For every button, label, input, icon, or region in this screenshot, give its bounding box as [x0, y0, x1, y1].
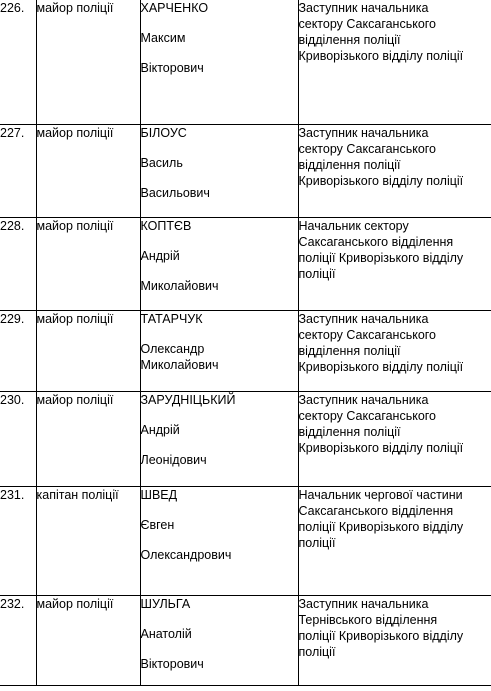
position — [298, 217, 491, 310]
table-row — [0, 0, 491, 124]
row-number: 229. — [0, 310, 36, 391]
rank: майор поліції — [36, 595, 140, 685]
table-row — [0, 486, 491, 595]
position-line: Криворізького відділу поліції — [298, 440, 464, 455]
position-line: поліції Криворізького відділу — [298, 519, 464, 534]
row-number: 231. — [0, 486, 36, 595]
row-number: 230. — [0, 391, 36, 486]
full-name — [140, 310, 298, 391]
surname: КОПТЄВ — [140, 218, 192, 233]
position-line: сектору Саксаганського — [298, 17, 437, 31]
position-line: відділення поліції — [298, 343, 401, 358]
row-number: 227. — [0, 124, 36, 217]
first-name: Євген — [140, 517, 175, 532]
rank: майор поліції — [36, 217, 140, 310]
first-name: Олександр — [140, 341, 205, 356]
first-name: Анатолій — [140, 626, 192, 641]
position — [298, 486, 491, 595]
row-number: 228. — [0, 217, 36, 310]
position-line: Саксаганського відділення — [298, 234, 454, 249]
surname: БІЛОУС — [140, 125, 187, 140]
full-name — [140, 0, 298, 124]
surname: ТАТАРЧУК — [140, 311, 203, 326]
table-row — [0, 310, 491, 391]
first-name: Андрій — [140, 422, 180, 437]
position-line: сектору Саксаганського — [298, 408, 437, 423]
full-name — [140, 124, 298, 217]
full-name — [140, 486, 298, 595]
table-row — [0, 391, 491, 486]
position-line: сектору Саксаганського — [298, 327, 437, 342]
patronymic: Миколайович — [140, 357, 219, 372]
position — [298, 310, 491, 391]
row-number: 232. — [0, 595, 36, 685]
position — [298, 391, 491, 486]
patronymic: Вікторович — [140, 656, 204, 671]
position — [298, 124, 491, 217]
full-name — [140, 391, 298, 486]
first-name: Максим — [140, 31, 186, 45]
rank: майор поліції — [36, 124, 140, 217]
position-line: поліції — [298, 644, 336, 659]
rank: майор поліції — [36, 391, 140, 486]
position-line: поліції Криворізького відділу — [298, 250, 464, 265]
first-name: Василь — [140, 155, 183, 170]
rank: капітан поліції — [36, 486, 140, 595]
position-line: Заступник начальника — [298, 125, 429, 140]
position-line: Саксаганського відділення — [298, 503, 454, 518]
patronymic: Миколайович — [140, 278, 219, 293]
surname: ШВЕД — [140, 487, 178, 502]
position-line: Криворізького відділу поліції — [298, 359, 464, 374]
surname: ХАРЧЕНКО — [140, 1, 209, 15]
rank: майор поліції — [36, 310, 140, 391]
position-line: поліції — [298, 266, 336, 281]
patronymic: Олександрович — [140, 547, 232, 562]
rank: майор поліції — [36, 0, 140, 124]
position-line: сектору Саксаганського — [298, 141, 437, 156]
position-line: поліції — [298, 535, 336, 550]
patronymic: Васильович — [140, 185, 210, 200]
position-line: відділення поліції — [298, 157, 401, 172]
position-line: відділення поліції — [298, 424, 401, 439]
position — [298, 0, 491, 124]
row-number: 226. — [0, 0, 36, 124]
table-row — [0, 217, 491, 310]
position-line: Заступник начальника — [298, 311, 429, 326]
position-line: Начальник сектору — [298, 218, 409, 233]
patronymic: Вікторович — [140, 61, 204, 75]
full-name — [140, 595, 298, 685]
position-line: поліції Криворізького відділу — [298, 628, 464, 643]
patronymic: Леонідович — [140, 452, 207, 467]
full-name — [140, 217, 298, 310]
position-line: Заступник начальника — [298, 596, 429, 611]
position-line: Криворізького відділу поліції — [298, 49, 464, 63]
position-line: Заступник начальника — [298, 1, 429, 15]
position-line: відділення поліції — [298, 33, 401, 47]
surname: ЗАРУДНІЦЬКИЙ — [140, 392, 236, 407]
position-line: Криворізького відділу поліції — [298, 173, 464, 188]
position-line: Тернівського відділення — [298, 612, 438, 627]
position-line: Начальник чергової частини — [298, 487, 463, 502]
table-row — [0, 595, 491, 685]
table-row — [0, 124, 491, 217]
first-name: Андрій — [140, 248, 180, 263]
surname: ШУЛЬГА — [140, 596, 191, 611]
position-line: Заступник начальника — [298, 392, 429, 407]
position — [298, 595, 491, 685]
